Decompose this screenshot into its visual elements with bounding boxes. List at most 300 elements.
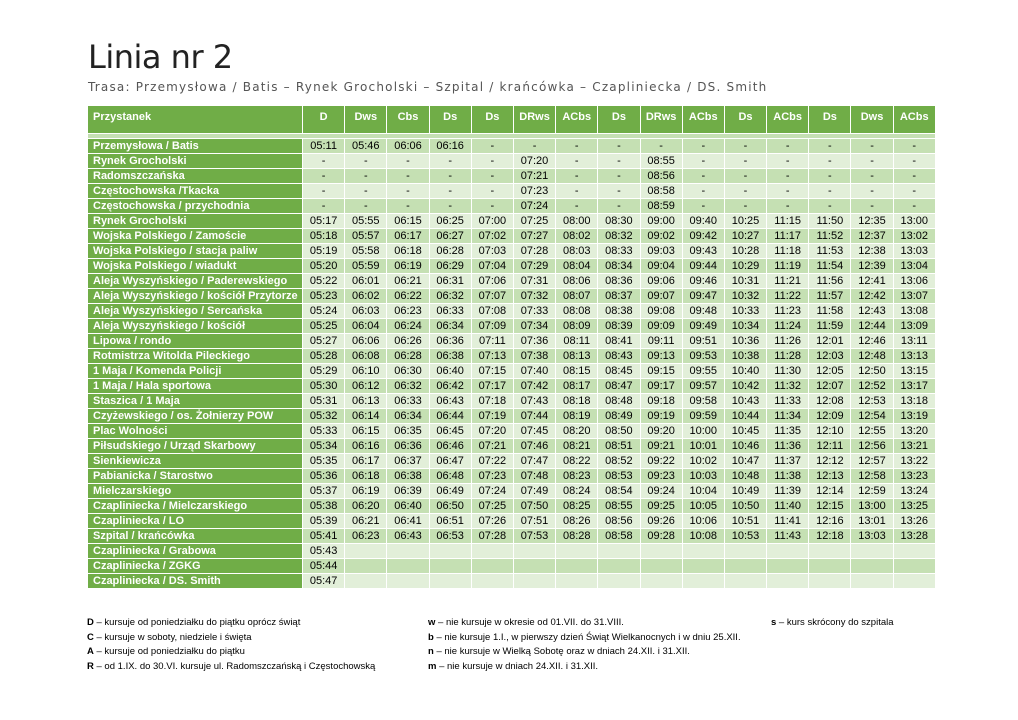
column-header: ACbs xyxy=(767,106,809,134)
departure-time: 09:00 xyxy=(640,214,682,229)
departure-time: 07:28 xyxy=(471,529,513,544)
table-row xyxy=(88,514,936,529)
legend-key: s xyxy=(771,617,777,628)
departure-time: 10:43 xyxy=(724,394,766,409)
departure-time xyxy=(640,559,682,574)
departure-time: 05:39 xyxy=(303,514,345,529)
departure-time: 13:06 xyxy=(893,274,935,289)
departure-time: - xyxy=(598,169,640,184)
stop-name: Czapliniecka / LO xyxy=(88,514,303,529)
departure-time: 13:11 xyxy=(893,334,935,349)
departure-time: 10:31 xyxy=(724,274,766,289)
departure-time: - xyxy=(556,154,598,169)
departure-time: 12:11 xyxy=(809,439,851,454)
departure-time: 06:41 xyxy=(387,514,429,529)
departure-time: 13:01 xyxy=(851,514,893,529)
departure-time: 06:31 xyxy=(429,274,471,289)
departure-time: 05:43 xyxy=(303,544,345,559)
departure-time: 11:28 xyxy=(767,349,809,364)
departure-time: 12:15 xyxy=(809,499,851,514)
departure-time: 07:47 xyxy=(513,454,555,469)
departure-time xyxy=(471,544,513,559)
stop-name: Czapliniecka / DS. Smith xyxy=(88,574,303,589)
stop-name: Czyżewskiego / os. Żołnierzy POW xyxy=(88,409,303,424)
departure-time: 07:07 xyxy=(471,289,513,304)
departure-time: - xyxy=(471,199,513,214)
departure-time: 08:32 xyxy=(598,229,640,244)
stop-name: Wojska Polskiego / Zamoście xyxy=(88,229,303,244)
table-row xyxy=(88,409,936,424)
departure-time: 11:36 xyxy=(767,439,809,454)
departure-time: 10:28 xyxy=(724,244,766,259)
departure-time xyxy=(598,574,640,589)
departure-time: - xyxy=(345,199,387,214)
stop-name: Rotmistrza Witolda Pileckiego xyxy=(88,349,303,364)
departure-time xyxy=(429,559,471,574)
departure-time: 06:53 xyxy=(429,529,471,544)
legend-item xyxy=(87,660,375,675)
departure-time: 12:52 xyxy=(851,379,893,394)
legend-key: C xyxy=(87,631,94,643)
departure-time: 07:19 xyxy=(471,409,513,424)
table-row xyxy=(88,199,936,214)
departure-time: 06:42 xyxy=(429,379,471,394)
departure-time: 12:58 xyxy=(851,469,893,484)
departure-time: 10:29 xyxy=(724,259,766,274)
departure-time: 10:01 xyxy=(682,439,724,454)
departure-time: 06:21 xyxy=(345,514,387,529)
departure-time: - xyxy=(598,154,640,169)
departure-time: - xyxy=(851,139,893,154)
departure-time: 07:51 xyxy=(513,514,555,529)
stop-name: Sienkiewicza xyxy=(88,454,303,469)
table-row xyxy=(88,259,936,274)
departure-time: 13:28 xyxy=(893,529,935,544)
departure-time: 09:40 xyxy=(682,214,724,229)
stop-name: Częstochowska / przychodnia xyxy=(88,199,303,214)
legend-column-2 xyxy=(428,616,741,674)
departure-time: 10:06 xyxy=(682,514,724,529)
departure-time: 11:26 xyxy=(767,334,809,349)
departure-time xyxy=(682,559,724,574)
column-header: DRws xyxy=(513,106,555,134)
departure-time: - xyxy=(809,169,851,184)
departure-time: 05:36 xyxy=(303,469,345,484)
departure-time: 13:13 xyxy=(893,349,935,364)
departure-time: 13:21 xyxy=(893,439,935,454)
departure-time: 12:10 xyxy=(809,424,851,439)
departure-time: 11:23 xyxy=(767,304,809,319)
departure-time: 08:24 xyxy=(556,484,598,499)
departure-time: 13:00 xyxy=(851,499,893,514)
departure-time xyxy=(598,544,640,559)
departure-time: 13:20 xyxy=(893,424,935,439)
departure-time: 08:48 xyxy=(598,394,640,409)
table-row xyxy=(88,544,936,559)
departure-time: 09:07 xyxy=(640,289,682,304)
departure-time: - xyxy=(387,154,429,169)
departure-time: 05:41 xyxy=(303,529,345,544)
departure-time xyxy=(471,559,513,574)
departure-time: - xyxy=(851,169,893,184)
departure-time: 12:37 xyxy=(851,229,893,244)
departure-time: 12:42 xyxy=(851,289,893,304)
departure-time: 06:33 xyxy=(387,394,429,409)
departure-time: 12:14 xyxy=(809,484,851,499)
departure-time: 10:27 xyxy=(724,229,766,244)
departure-time xyxy=(724,574,766,589)
departure-time: 11:57 xyxy=(809,289,851,304)
departure-time xyxy=(513,559,555,574)
stop-name: Plac Wolności xyxy=(88,424,303,439)
departure-time xyxy=(640,544,682,559)
departure-time: 11:56 xyxy=(809,274,851,289)
stop-name: Aleja Wyszyńskiego / Paderewskiego xyxy=(88,274,303,289)
departure-time: 07:23 xyxy=(513,184,555,199)
stop-name: 1 Maja / Komenda Policji xyxy=(88,364,303,379)
departure-time: 06:26 xyxy=(387,334,429,349)
departure-time: - xyxy=(767,199,809,214)
departure-time: - xyxy=(345,169,387,184)
departure-time: 09:19 xyxy=(640,409,682,424)
table-row xyxy=(88,379,936,394)
departure-time: 09:58 xyxy=(682,394,724,409)
departure-time: 06:03 xyxy=(345,304,387,319)
departure-time: 06:30 xyxy=(387,364,429,379)
timetable xyxy=(87,105,936,589)
departure-time xyxy=(513,574,555,589)
stop-name: Radomszczańska xyxy=(88,169,303,184)
departure-time: 12:59 xyxy=(851,484,893,499)
departure-time: 08:20 xyxy=(556,424,598,439)
departure-time: 06:50 xyxy=(429,499,471,514)
departure-time: 05:18 xyxy=(303,229,345,244)
departure-time: 06:16 xyxy=(345,439,387,454)
departure-time: 08:03 xyxy=(556,244,598,259)
departure-time: 12:09 xyxy=(809,409,851,424)
departure-time: 08:19 xyxy=(556,409,598,424)
departure-time: 08:50 xyxy=(598,424,640,439)
departure-time xyxy=(767,559,809,574)
departure-time: 06:24 xyxy=(387,319,429,334)
departure-time: - xyxy=(893,169,935,184)
departure-time: - xyxy=(893,139,935,154)
departure-time: - xyxy=(682,169,724,184)
departure-time: - xyxy=(893,199,935,214)
departure-time: - xyxy=(640,139,682,154)
departure-time: 07:02 xyxy=(471,229,513,244)
departure-time: 11:58 xyxy=(809,304,851,319)
departure-time: 06:15 xyxy=(345,424,387,439)
stop-name: Szpital / krańcówka xyxy=(88,529,303,544)
departure-time: 09:44 xyxy=(682,259,724,274)
legend-key: R xyxy=(87,660,94,672)
departure-time: 11:53 xyxy=(809,244,851,259)
departure-time: 06:22 xyxy=(387,289,429,304)
table-row xyxy=(88,394,936,409)
departure-time: 07:33 xyxy=(513,304,555,319)
departure-time: 07:20 xyxy=(513,154,555,169)
table-row xyxy=(88,349,936,364)
departure-time: 07:18 xyxy=(471,394,513,409)
departure-time: 06:18 xyxy=(387,244,429,259)
departure-time: - xyxy=(429,154,471,169)
departure-time: 11:35 xyxy=(767,424,809,439)
departure-time: 06:02 xyxy=(345,289,387,304)
departure-time: 06:08 xyxy=(345,349,387,364)
departure-time: 08:25 xyxy=(556,499,598,514)
departure-time: 08:54 xyxy=(598,484,640,499)
departure-time: 06:27 xyxy=(429,229,471,244)
table-row xyxy=(88,574,936,589)
departure-time: 09:04 xyxy=(640,259,682,274)
departure-time: - xyxy=(809,154,851,169)
departure-time: 08:53 xyxy=(598,469,640,484)
departure-time xyxy=(682,574,724,589)
departure-time: 09:42 xyxy=(682,229,724,244)
departure-time: 11:54 xyxy=(809,259,851,274)
departure-time: 13:02 xyxy=(893,229,935,244)
departure-time: - xyxy=(387,169,429,184)
departure-time: 08:21 xyxy=(556,439,598,454)
departure-time xyxy=(387,544,429,559)
departure-time: - xyxy=(303,184,345,199)
departure-time: 08:55 xyxy=(640,154,682,169)
departure-time: 07:29 xyxy=(513,259,555,274)
departure-time: - xyxy=(767,184,809,199)
column-header: ACbs xyxy=(682,106,724,134)
departure-time: 08:17 xyxy=(556,379,598,394)
departure-time: 12:05 xyxy=(809,364,851,379)
stop-name: Staszica / 1 Maja xyxy=(88,394,303,409)
departure-time: 11:52 xyxy=(809,229,851,244)
departure-time: 07:50 xyxy=(513,499,555,514)
departure-time: 13:03 xyxy=(893,244,935,259)
departure-time: 07:09 xyxy=(471,319,513,334)
departure-time: 06:35 xyxy=(387,424,429,439)
departure-time xyxy=(387,559,429,574)
legend-item xyxy=(428,616,741,631)
table-row xyxy=(88,229,936,244)
departure-time: 06:29 xyxy=(429,259,471,274)
departure-time: 07:44 xyxy=(513,409,555,424)
table-row xyxy=(88,529,936,544)
departure-time: 06:47 xyxy=(429,454,471,469)
departure-time xyxy=(851,544,893,559)
departure-time xyxy=(556,544,598,559)
departure-time: 07:31 xyxy=(513,274,555,289)
departure-time: 06:49 xyxy=(429,484,471,499)
departure-time: 12:43 xyxy=(851,304,893,319)
departure-time: 07:22 xyxy=(471,454,513,469)
departure-time: 06:13 xyxy=(345,394,387,409)
stop-name: Pabianicka / Starostwo xyxy=(88,469,303,484)
departure-time: 05:32 xyxy=(303,409,345,424)
departure-time xyxy=(387,574,429,589)
departure-time: 11:50 xyxy=(809,214,851,229)
table-row xyxy=(88,559,936,574)
departure-time xyxy=(556,574,598,589)
departure-time: 09:53 xyxy=(682,349,724,364)
departure-time: 08:56 xyxy=(598,514,640,529)
departure-time: 07:04 xyxy=(471,259,513,274)
table-row xyxy=(88,424,936,439)
column-header: Ds xyxy=(724,106,766,134)
departure-time: 10:49 xyxy=(724,484,766,499)
departure-time: - xyxy=(809,184,851,199)
stop-name: Czapliniecka / ZGKG xyxy=(88,559,303,574)
departure-time: 07:28 xyxy=(513,244,555,259)
departure-time: 12:57 xyxy=(851,454,893,469)
legend-item xyxy=(771,616,894,631)
departure-time: - xyxy=(387,184,429,199)
departure-time: 09:43 xyxy=(682,244,724,259)
departure-time: 05:55 xyxy=(345,214,387,229)
departure-time: - xyxy=(598,184,640,199)
departure-time: - xyxy=(471,169,513,184)
stop-name: Czapliniecka / Mielczarskiego xyxy=(88,499,303,514)
departure-time: 06:23 xyxy=(387,304,429,319)
departure-time: 07:34 xyxy=(513,319,555,334)
departure-time: - xyxy=(513,139,555,154)
departure-time xyxy=(724,544,766,559)
departure-time: 06:43 xyxy=(387,529,429,544)
legend-key: A xyxy=(87,646,94,657)
departure-time: 10:46 xyxy=(724,439,766,454)
departure-time: - xyxy=(471,139,513,154)
departure-time: 06:43 xyxy=(429,394,471,409)
column-header: DRws xyxy=(640,106,682,134)
column-header: Dws xyxy=(851,106,893,134)
departure-time: 06:06 xyxy=(345,334,387,349)
stop-name: Aleja Wyszyńskiego / Sercańska xyxy=(88,304,303,319)
departure-time: - xyxy=(345,154,387,169)
departure-time: 12:53 xyxy=(851,394,893,409)
departure-time: 11:21 xyxy=(767,274,809,289)
departure-time: 13:07 xyxy=(893,289,935,304)
departure-time: - xyxy=(724,199,766,214)
departure-time: - xyxy=(724,184,766,199)
departure-time: 08:34 xyxy=(598,259,640,274)
table-row xyxy=(88,304,936,319)
departure-time: 05:20 xyxy=(303,259,345,274)
stop-name: Wojska Polskiego / stacja paliw xyxy=(88,244,303,259)
departure-time: 05:29 xyxy=(303,364,345,379)
departure-time: 09:28 xyxy=(640,529,682,544)
departure-time: 08:55 xyxy=(598,499,640,514)
legend-key: w xyxy=(428,617,436,628)
departure-time: - xyxy=(471,184,513,199)
departure-time: - xyxy=(556,184,598,199)
stop-name: Rynek Grocholski xyxy=(88,214,303,229)
departure-time: - xyxy=(598,199,640,214)
column-header: ACbs xyxy=(556,106,598,134)
stop-name: Mielczarskiego xyxy=(88,484,303,499)
departure-time xyxy=(556,559,598,574)
departure-time: 07:21 xyxy=(513,169,555,184)
departure-time: 05:47 xyxy=(303,574,345,589)
departure-time: 09:11 xyxy=(640,334,682,349)
stop-name: Piłsudskiego / Urząd Skarbowy xyxy=(88,439,303,454)
departure-time: 10:36 xyxy=(724,334,766,349)
page-title: Linia nr 2 xyxy=(88,38,233,76)
departure-time: 07:45 xyxy=(513,424,555,439)
table-row xyxy=(88,454,936,469)
departure-time: 12:39 xyxy=(851,259,893,274)
departure-time: 13:22 xyxy=(893,454,935,469)
departure-time xyxy=(809,574,851,589)
legend-text: – nie kursuje w okresie od 01.VII. do 31.VIII. xyxy=(435,617,624,628)
departure-time: 12:38 xyxy=(851,244,893,259)
departure-time: 08:26 xyxy=(556,514,598,529)
departure-time: - xyxy=(851,199,893,214)
departure-time: 08:13 xyxy=(556,349,598,364)
departure-time: 07:24 xyxy=(513,199,555,214)
departure-time: 06:06 xyxy=(387,139,429,154)
legend-text: – nie kursuje w Wielką Sobotę oraz w dniach 24.XII. i 31.XII. xyxy=(433,646,690,657)
departure-time: 12:48 xyxy=(851,349,893,364)
departure-time: 06:48 xyxy=(429,469,471,484)
table-row xyxy=(88,244,936,259)
departure-time: 07:03 xyxy=(471,244,513,259)
departure-time: 08:51 xyxy=(598,439,640,454)
departure-time: 10:45 xyxy=(724,424,766,439)
departure-time: - xyxy=(682,184,724,199)
departure-time: - xyxy=(682,139,724,154)
departure-time: 12:18 xyxy=(809,529,851,544)
departure-time xyxy=(809,544,851,559)
departure-time: 12:54 xyxy=(851,409,893,424)
departure-time: 09:24 xyxy=(640,484,682,499)
departure-time: 08:38 xyxy=(598,304,640,319)
departure-time: 07:21 xyxy=(471,439,513,454)
departure-time xyxy=(345,559,387,574)
departure-time: 06:28 xyxy=(387,349,429,364)
departure-time: 06:28 xyxy=(429,244,471,259)
departure-time: - xyxy=(851,184,893,199)
departure-time: 09:20 xyxy=(640,424,682,439)
departure-time: 05:59 xyxy=(345,259,387,274)
departure-time: 10:47 xyxy=(724,454,766,469)
departure-time: 11:40 xyxy=(767,499,809,514)
departure-time: 06:04 xyxy=(345,319,387,334)
departure-time: - xyxy=(471,154,513,169)
departure-time: 05:57 xyxy=(345,229,387,244)
departure-time: 06:32 xyxy=(387,379,429,394)
departure-time: - xyxy=(767,154,809,169)
departure-time: 06:19 xyxy=(387,259,429,274)
departure-time: 06:46 xyxy=(429,439,471,454)
departure-time xyxy=(851,559,893,574)
departure-time: 11:22 xyxy=(767,289,809,304)
departure-time: 11:41 xyxy=(767,514,809,529)
departure-time: 06:01 xyxy=(345,274,387,289)
departure-time: 11:33 xyxy=(767,394,809,409)
stop-name: 1 Maja / Hala sportowa xyxy=(88,379,303,394)
departure-time: 06:45 xyxy=(429,424,471,439)
departure-time: 09:03 xyxy=(640,244,682,259)
departure-time: 07:11 xyxy=(471,334,513,349)
departure-time: - xyxy=(724,139,766,154)
departure-time: 12:55 xyxy=(851,424,893,439)
departure-time: 06:34 xyxy=(429,319,471,334)
column-header: Ds xyxy=(429,106,471,134)
legend-text: – nie kursuje w dniach 24.XII. i 31.XII. xyxy=(436,660,599,672)
departure-time: 05:11 xyxy=(303,139,345,154)
departure-time: 08:56 xyxy=(640,169,682,184)
table-row xyxy=(88,439,936,454)
departure-time: 09:02 xyxy=(640,229,682,244)
